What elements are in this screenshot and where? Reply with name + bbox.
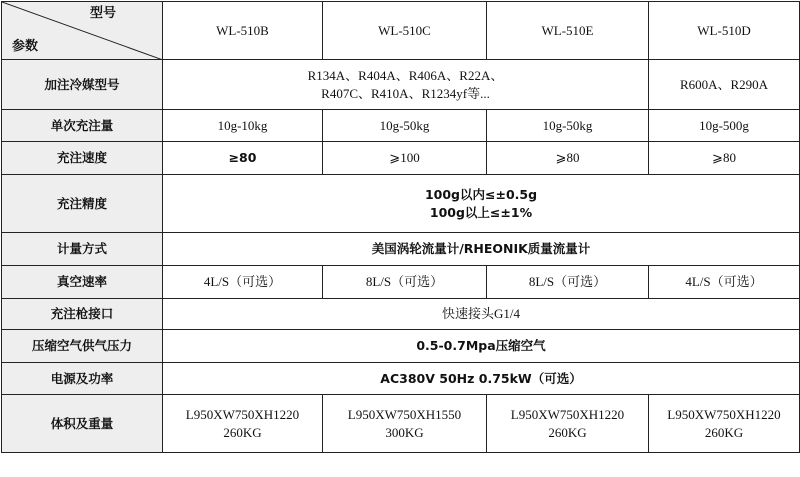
model-header: WL-510E (487, 2, 649, 60)
size-weight-cell (163, 395, 323, 453)
dimension-text: L950XW750XH1220 (510, 406, 625, 422)
air-pressure-cell: 0.5-0.7Mpa压缩空气 (163, 330, 800, 363)
value-cell: 10g-50kg (323, 110, 487, 142)
row-label: 充注速度 (2, 142, 163, 175)
row-label: 加注冷媒型号 (2, 60, 163, 110)
accuracy-row (2, 175, 800, 233)
model-header: WL-510D (649, 2, 800, 60)
value-cell: ≥80 (163, 142, 323, 175)
gun-interface-cell: 快速接头G1/4 (163, 299, 800, 330)
size-weight-cell (323, 395, 487, 453)
weight-text: 260KG (223, 424, 262, 440)
value-cell: 4L/S（可选） (163, 266, 323, 299)
row-label: 充注精度 (2, 175, 163, 233)
row-label: 压缩空气供气压力 (2, 330, 163, 363)
vacuum-row (2, 266, 800, 299)
size-weight-cell (649, 395, 800, 453)
accuracy-line-1: 100g以内≤±0.5g (424, 186, 538, 202)
metering-row (2, 233, 800, 266)
refrigerant-last-cell: R600A、R290A (649, 60, 800, 110)
size-weight-cell (487, 395, 649, 453)
size-weight-row (2, 395, 800, 453)
weight-text: 300KG (385, 424, 424, 440)
accuracy-cell (163, 175, 800, 233)
value-cell: ⩾100 (323, 142, 487, 175)
row-label: 电源及功率 (2, 363, 163, 395)
metering-cell: 美国涡轮流量计/RHEONIK质量流量计 (163, 233, 800, 266)
corner-cell (2, 2, 163, 60)
refrigerant-line-1: R134A、R404A、R406A、R22A、 (307, 67, 504, 83)
row-label: 单次充注量 (2, 110, 163, 142)
weight-text: 260KG (704, 424, 744, 440)
refrigerant-common-cell (163, 60, 649, 110)
refrigerant-row (2, 60, 800, 110)
value-cell: ⩾80 (649, 142, 800, 175)
corner-top-label: 型号 (90, 6, 117, 21)
charge-speed-row (2, 142, 800, 175)
dimension-text: L950XW750XH1550 (347, 406, 462, 422)
dimension-text: L950XW750XH1220 (185, 406, 300, 422)
gun-interface-row (2, 299, 800, 330)
row-label: 计量方式 (2, 233, 163, 266)
value-cell: 4L/S（可选） (649, 266, 800, 299)
value-cell: 10g-10kg (163, 110, 323, 142)
power-cell: AC380V 50Hz 0.75kW（可选） (163, 363, 800, 395)
value-cell: 8L/S（可选） (487, 266, 649, 299)
value-cell: ⩾80 (487, 142, 649, 175)
air-pressure-row (2, 330, 800, 363)
row-label: 充注枪接口 (2, 299, 163, 330)
value-cell: 8L/S（可选） (323, 266, 487, 299)
single-charge-row (2, 110, 800, 142)
value-cell: 10g-50kg (487, 110, 649, 142)
model-header: WL-510B (163, 2, 323, 60)
row-label: 体积及重量 (2, 395, 163, 453)
corner-bottom-label: 参数 (12, 39, 39, 54)
row-label: 真空速率 (2, 266, 163, 299)
dimension-text: L950XW750XH1220 (667, 406, 781, 422)
refrigerant-line-2: R407C、R410A、R1234yf等... (321, 85, 490, 101)
header-row (2, 2, 800, 60)
value-cell: 10g-500g (649, 110, 800, 142)
model-header: WL-510C (323, 2, 487, 60)
power-row (2, 363, 800, 395)
spec-table (1, 1, 800, 453)
weight-text: 260KG (548, 424, 587, 440)
accuracy-line-2: 100g以上≤±1% (429, 204, 533, 220)
